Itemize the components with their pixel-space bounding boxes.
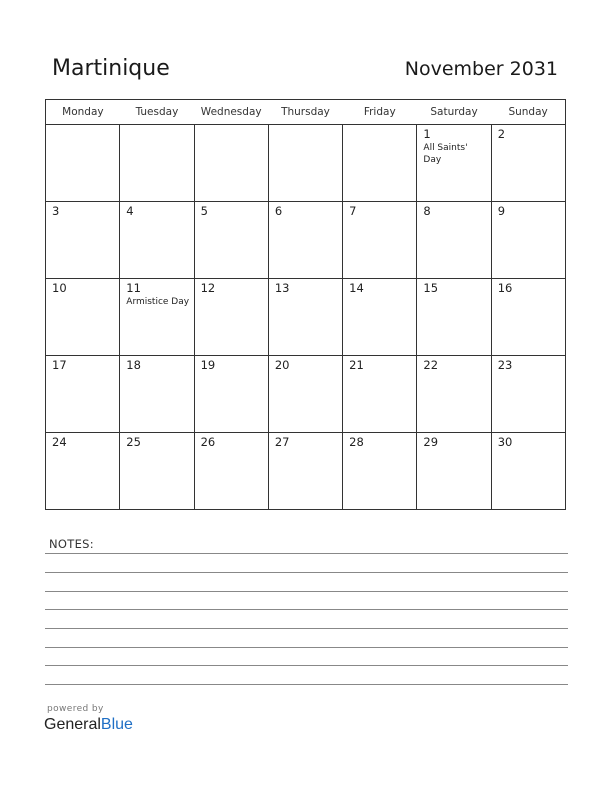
holiday-label: Armistice Day [126,297,190,307]
weekday-header: Friday [343,100,417,125]
day-cell [194,279,268,356]
powered-by-text: powered by [47,704,104,714]
day-number: 13 [274,281,290,295]
day-cell [491,125,565,202]
day-number: 14 [349,281,364,295]
day-number: 3 [52,204,60,218]
day-number: 22 [423,358,439,372]
day-cell [120,356,194,433]
day-number: 20 [274,358,290,372]
note-line [45,684,568,685]
weekday-header: Wednesday [194,100,268,125]
note-line [45,628,568,629]
day-cell [491,356,565,433]
day-number: 29 [423,435,439,449]
day-cell [417,125,491,202]
note-line [45,647,568,648]
notes-label: NOTES: [49,537,94,551]
logo-general-text: General [44,716,101,733]
day-cell [491,433,565,510]
weekday-header: Saturday [417,100,491,125]
note-line [45,665,568,666]
note-line [45,609,568,610]
day-cell [268,279,342,356]
day-number: 10 [52,281,67,295]
day-cell [194,125,268,202]
day-cell [46,433,120,510]
day-number: 2 [497,127,506,141]
weekday-header: Monday [46,100,120,125]
day-number: 27 [274,435,290,449]
day-cell [46,356,120,433]
day-cell [268,433,342,510]
generalblue-logo [44,716,133,734]
day-number: 18 [126,358,141,372]
day-cell [343,279,417,356]
day-number: 30 [497,435,513,449]
day-cell [194,356,268,433]
logo-blue-text: Blue [100,716,133,733]
day-cell [194,433,268,510]
day-cell [343,125,417,202]
day-number: 12 [200,281,216,295]
calendar-week-row [46,433,566,510]
day-cell [268,356,342,433]
calendar-week-row [46,279,566,356]
holiday-label: All Saints' Day [423,143,468,165]
day-number: 28 [349,435,364,449]
day-number: 21 [349,358,364,372]
day-cell [268,202,342,279]
calendar-week-row [46,202,566,279]
day-cell [343,202,417,279]
day-number: 26 [200,435,216,449]
day-cell [46,202,120,279]
day-number: 11 [126,281,141,295]
calendar-month-title: November 2031 [404,58,558,80]
day-cell [417,202,491,279]
day-number: 1 [423,127,431,141]
day-cell [120,202,194,279]
day-number: 16 [497,281,513,295]
day-number: 6 [274,204,283,218]
day-cell [417,356,491,433]
note-line [45,553,568,554]
day-number: 19 [200,358,216,372]
note-line [45,591,568,592]
day-number: 4 [126,204,134,218]
day-number: 17 [52,358,67,372]
day-number: 9 [497,204,506,218]
day-number: 8 [423,204,431,218]
day-number: 23 [497,358,513,372]
day-cell [120,433,194,510]
calendar-grid [45,99,566,510]
day-number: 24 [52,435,67,449]
calendar-country-title: Martinique [52,56,170,81]
day-cell [491,202,565,279]
day-cell [491,279,565,356]
day-number: 25 [126,435,141,449]
day-cell [343,433,417,510]
day-number: 15 [423,281,439,295]
weekday-header-row [46,100,566,125]
day-cell [46,279,120,356]
note-line [45,572,568,573]
day-cell [417,433,491,510]
day-number: 5 [200,204,208,218]
day-cell [46,125,120,202]
weekday-header: Sunday [491,100,565,125]
day-cell [194,202,268,279]
day-number: 7 [349,204,357,218]
day-cell [343,356,417,433]
weekday-header: Thursday [268,100,342,125]
calendar-week-row [46,125,566,202]
day-cell [268,125,342,202]
day-cell [120,125,194,202]
calendar-week-row [46,356,566,433]
day-cell [417,279,491,356]
day-cell [120,279,194,356]
weekday-header: Tuesday [120,100,194,125]
